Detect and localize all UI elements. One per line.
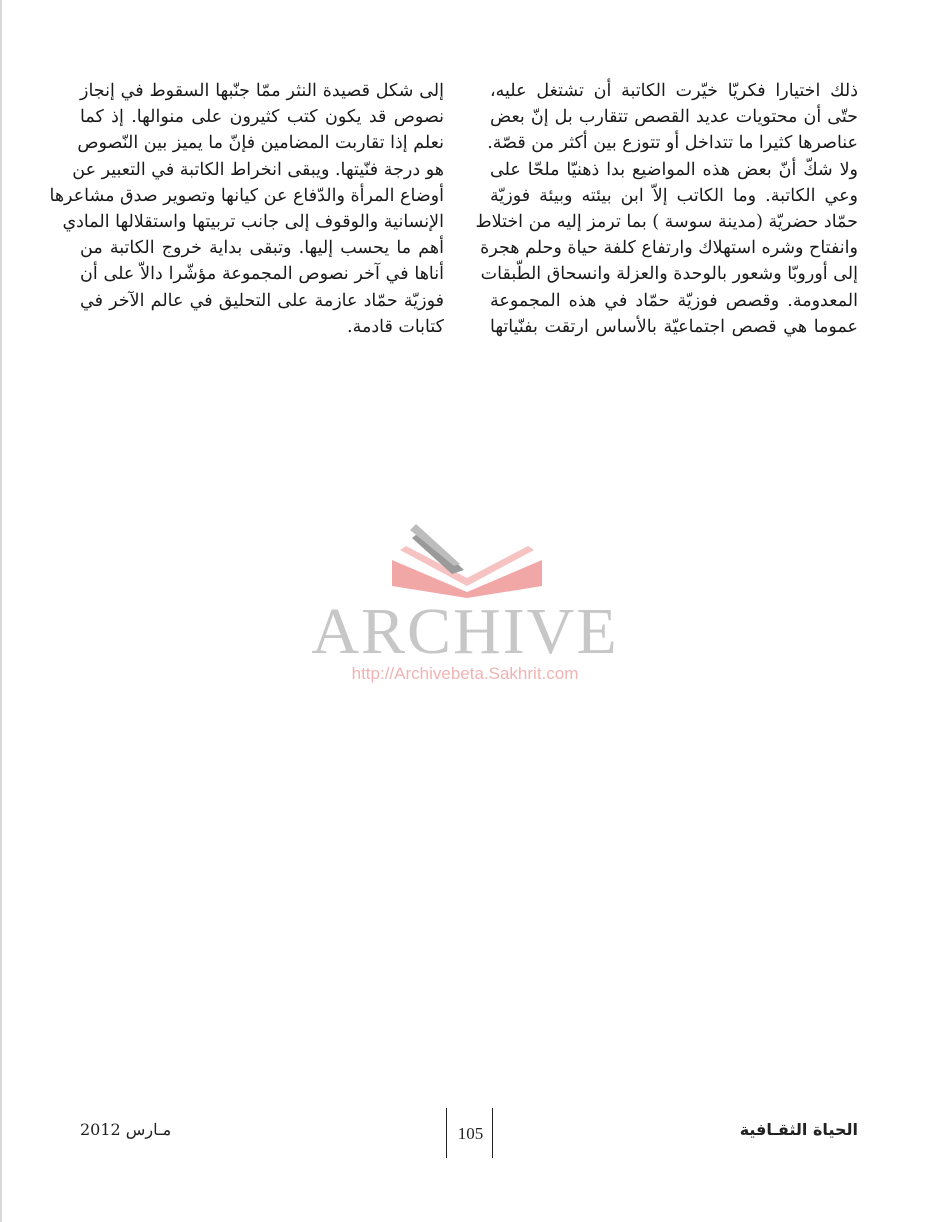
text-line: نصوص قد يكون كتب كثيرون على منوالها. إذ كما [80,107,444,128]
text-line: هو درجة فنّيتها. ويبقى انخراط الكاتبة في التعبير عن [72,159,444,180]
page-number: 105 [457,1124,484,1143]
text-line: أوضاع المرأة والدّفاع عن كيانها وتصوير صدق مشاعرها [49,185,444,206]
text-line: حمّاد حضريّة (مدينة سوسة ) بما ترمز إليه من اختلاط [475,212,858,233]
text-line: المعدومة. وقصص فوزيّة حمّاد في هذه المجموعة [490,290,858,311]
text-line: إلى أوروبّا وشعور بالوحدة والعزلة وانسحاق الطّبقات [480,264,858,285]
page-edge [0,0,2,1222]
text-line: فوزيّة حمّاد عازمة على التحليق في عالم الآخر في [80,290,444,311]
footer-divider [492,1108,493,1158]
watermark-word: ARCHIVE [311,595,619,668]
text-line: أهم ما يحسب إليها. وتبقى بداية خروج الكاتبة من [80,238,444,259]
text-line: ولا شكّ أنّ بعض هذه المواضيع بدا ذهنيّا ملحّا على [490,159,858,180]
magazine-title: الحياة الثقـافية [739,1120,858,1139]
text-line: ذلك اختيارا فكريّا خيّرت الكاتبة أن تشتغل عليه، [490,81,858,101]
text-column-left [49,78,444,340]
text-line: وعي الكاتبة. وما الكاتب إلاّ ابن بيئته وبيئة فوزيّة [490,185,858,206]
text-line: الإنسانية والوقوف إلى جانب تربيتها واستقلالها المادي [62,212,444,233]
watermark-url: http://Archivebeta.Sakhrit.com [351,664,579,683]
text-line: أناها في آخر نصوص المجموعة مؤشّرا دالاّ على أن [80,264,444,285]
text-line-last: كتابات قادمة. [347,316,444,337]
text-line: إلى شكل قصيدة النثر ممّا جنّبها السقوط في إنجاز [80,81,444,101]
issue-date: مـارس 2012 [80,1120,172,1139]
text-line: عموما هي قصص اجتماعيّة بالأساس ارتقت بفنّياتها [490,316,858,337]
text-line: وانفتاح وشره استهلاك وارتفاع كلفة حياة وحلم هجرة [480,238,858,259]
text-line: حتّى أن محتويات عديد القصص تتقارب بل إنّ بعض [490,107,858,128]
open-book-icon [382,520,552,598]
text-line: نعلم إذا تقاربت المضامين فإنّ ما يميز بين النّصوص [77,133,444,154]
footer-divider [446,1108,447,1158]
archive-watermark [300,520,640,690]
text-column-right [475,78,858,340]
text-line: عناصرها كثيرا ما تتداخل أو تتوزع بين أكثر من قصّة. [487,133,858,154]
